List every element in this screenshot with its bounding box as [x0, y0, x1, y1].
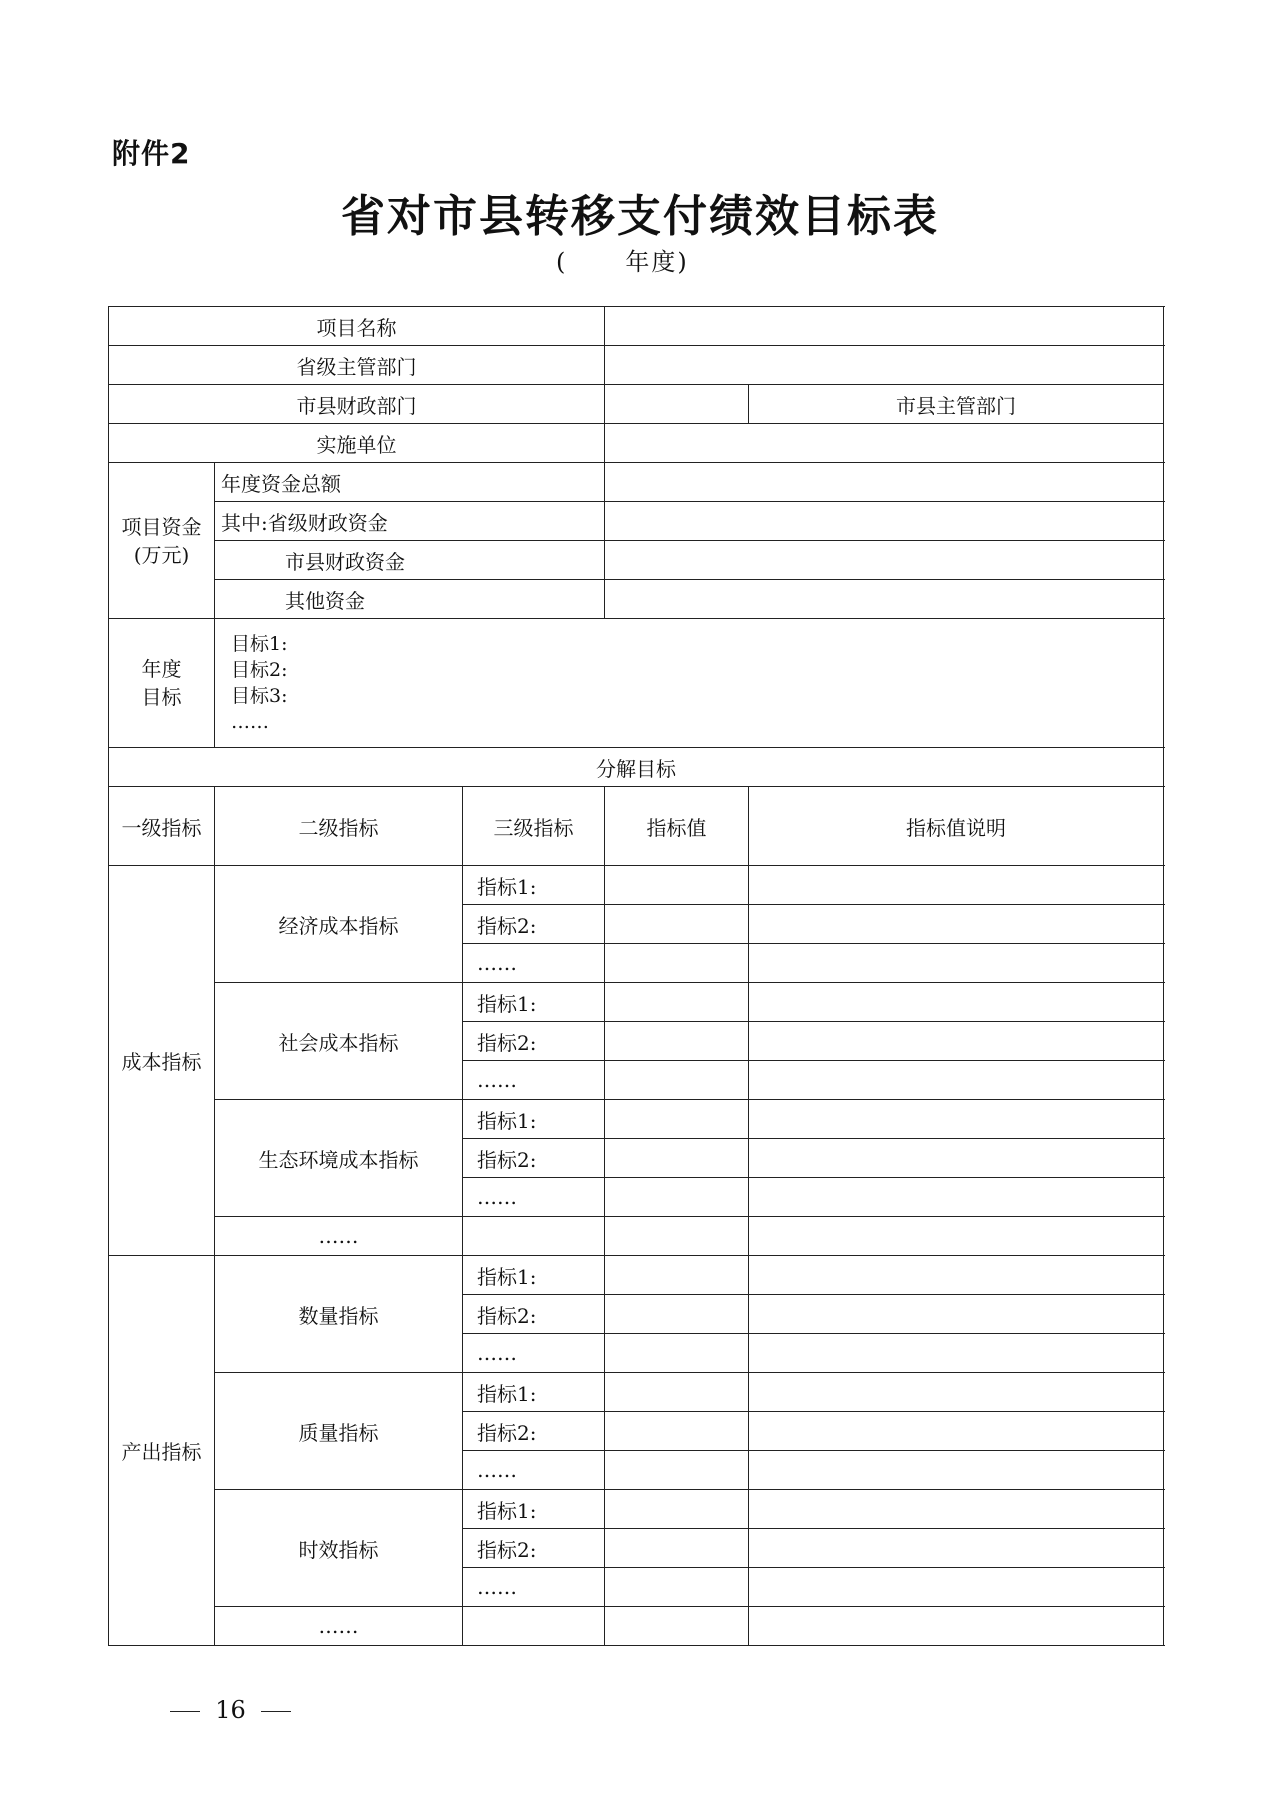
- header-desc: 指标值说明: [749, 787, 1164, 866]
- funds-provincial-label: 其中:省级财政资金: [215, 502, 605, 541]
- county-finance-label: 市县财政部门: [109, 385, 605, 424]
- cost-more-label: ……: [215, 1217, 463, 1256]
- eco-env-ind1-desc[interactable]: [749, 1100, 1164, 1139]
- output-indicator-label: 产出指标: [109, 1256, 215, 1646]
- economic-ind1: 指标1:: [463, 866, 605, 905]
- annual-goals-field[interactable]: [215, 619, 1164, 748]
- cost-more-level3[interactable]: [463, 1217, 605, 1256]
- economic-ind1-desc[interactable]: [749, 866, 1164, 905]
- eco-env-ind1-value[interactable]: [605, 1100, 749, 1139]
- quality-ind1-desc[interactable]: [749, 1373, 1164, 1412]
- social-ind1-desc[interactable]: [749, 983, 1164, 1022]
- subtitle-label: 年度): [625, 248, 689, 276]
- quantity-ind1-value[interactable]: [605, 1256, 749, 1295]
- provincial-dept-label: 省级主管部门: [109, 346, 605, 385]
- timeliness-more-desc[interactable]: [749, 1568, 1164, 1607]
- quantity-more: ……: [463, 1334, 605, 1373]
- timeliness-more-value[interactable]: [605, 1568, 749, 1607]
- social-ind2-desc[interactable]: [749, 1022, 1164, 1061]
- implementer-field[interactable]: [605, 424, 1164, 463]
- quality-ind1: 指标1:: [463, 1373, 605, 1412]
- goal-2: 目标2:: [231, 659, 288, 681]
- quantity-ind2: 指标2:: [463, 1295, 605, 1334]
- implementer-label: 实施单位: [109, 424, 605, 463]
- social-cost-label: 社会成本指标: [215, 983, 463, 1100]
- social-more-desc[interactable]: [749, 1061, 1164, 1100]
- quantity-ind2-value[interactable]: [605, 1295, 749, 1334]
- quantity-ind2-desc[interactable]: [749, 1295, 1164, 1334]
- header-value: 指标值: [605, 787, 749, 866]
- annual-label-line2: 目标: [141, 685, 182, 709]
- social-ind2-value[interactable]: [605, 1022, 749, 1061]
- cost-indicator-label: 成本指标: [109, 866, 215, 1256]
- quality-ind1-value[interactable]: [605, 1373, 749, 1412]
- quantity-more-desc[interactable]: [749, 1334, 1164, 1373]
- quality-label: 质量指标: [215, 1373, 463, 1490]
- economic-ind1-value[interactable]: [605, 866, 749, 905]
- annual-label-line1: 年度: [141, 657, 182, 681]
- quality-ind2-desc[interactable]: [749, 1412, 1164, 1451]
- timeliness-ind1: 指标1:: [463, 1490, 605, 1529]
- output-more-level3[interactable]: [463, 1607, 605, 1646]
- social-ind2: 指标2:: [463, 1022, 605, 1061]
- page-number-text: 16: [215, 1696, 246, 1724]
- social-more: ……: [463, 1061, 605, 1100]
- county-finance-field[interactable]: [605, 385, 749, 424]
- quality-more: ……: [463, 1451, 605, 1490]
- funds-unit: (万元): [133, 542, 190, 567]
- output-more-value[interactable]: [605, 1607, 749, 1646]
- eco-env-ind2: 指标2:: [463, 1139, 605, 1178]
- funds-provincial-field[interactable]: [605, 502, 1164, 541]
- county-dept-label: 市县主管部门: [749, 385, 1164, 424]
- eco-env-ind2-value[interactable]: [605, 1139, 749, 1178]
- eco-env-more: ……: [463, 1178, 605, 1217]
- subtitle-open: (: [556, 248, 568, 276]
- quality-more-value[interactable]: [605, 1451, 749, 1490]
- quality-more-desc[interactable]: [749, 1451, 1164, 1490]
- eco-env-cost-label: 生态环境成本指标: [215, 1100, 463, 1217]
- quantity-ind1-desc[interactable]: [749, 1256, 1164, 1295]
- economic-more-value[interactable]: [605, 944, 749, 983]
- page-dash-right: [261, 1711, 291, 1712]
- social-more-value[interactable]: [605, 1061, 749, 1100]
- page-dash-left: [170, 1711, 200, 1712]
- timeliness-ind1-value[interactable]: [605, 1490, 749, 1529]
- breakdown-title: 分解目标: [109, 748, 1164, 787]
- eco-env-ind2-desc[interactable]: [749, 1139, 1164, 1178]
- timeliness-ind2: 指标2:: [463, 1529, 605, 1568]
- quality-ind2-value[interactable]: [605, 1412, 749, 1451]
- economic-more-desc[interactable]: [749, 944, 1164, 983]
- timeliness-label: 时效指标: [215, 1490, 463, 1607]
- funds-county-field[interactable]: [605, 541, 1164, 580]
- economic-more: ……: [463, 944, 605, 983]
- goal-1: 目标1:: [231, 633, 288, 655]
- project-name-label: 项目名称: [109, 307, 605, 346]
- social-ind1: 指标1:: [463, 983, 605, 1022]
- quality-ind2: 指标2:: [463, 1412, 605, 1451]
- provincial-dept-field[interactable]: [605, 346, 1164, 385]
- funds-total-field[interactable]: [605, 463, 1164, 502]
- economic-ind2-desc[interactable]: [749, 905, 1164, 944]
- annual-goals-label: [109, 619, 215, 748]
- timeliness-ind2-value[interactable]: [605, 1529, 749, 1568]
- attachment-label: 附件2: [112, 137, 191, 170]
- timeliness-more: ……: [463, 1568, 605, 1607]
- timeliness-ind2-desc[interactable]: [749, 1529, 1164, 1568]
- year-subtitle: [556, 242, 689, 277]
- performance-target-table: [108, 306, 1164, 1646]
- economic-cost-label: 经济成本指标: [215, 866, 463, 983]
- funds-label: 项目资金: [121, 514, 202, 539]
- funds-county-label: 市县财政资金: [215, 541, 605, 580]
- quantity-label: 数量指标: [215, 1256, 463, 1373]
- page-title: 省对市县转移支付绩效目标表: [341, 191, 939, 242]
- eco-env-more-desc[interactable]: [749, 1178, 1164, 1217]
- funds-total-label: 年度资金总额: [215, 463, 605, 502]
- eco-env-more-value[interactable]: [605, 1178, 749, 1217]
- quantity-ind1: 指标1:: [463, 1256, 605, 1295]
- project-funds-label: [109, 463, 215, 619]
- output-more-label: ……: [215, 1607, 463, 1646]
- page-number: [170, 1696, 291, 1724]
- goal-more: ……: [231, 711, 269, 733]
- economic-ind2: 指标2:: [463, 905, 605, 944]
- header-level1: 一级指标: [109, 787, 215, 866]
- timeliness-ind1-desc[interactable]: [749, 1490, 1164, 1529]
- output-more-desc[interactable]: [749, 1607, 1164, 1646]
- goal-3: 目标3:: [231, 685, 288, 707]
- eco-env-ind1: 指标1:: [463, 1100, 605, 1139]
- header-level2: 二级指标: [215, 787, 463, 866]
- social-ind1-value[interactable]: [605, 983, 749, 1022]
- quantity-more-value[interactable]: [605, 1334, 749, 1373]
- funds-other-field[interactable]: [605, 580, 1164, 619]
- cost-more-value[interactable]: [605, 1217, 749, 1256]
- header-level3: 三级指标: [463, 787, 605, 866]
- project-name-field[interactable]: [605, 307, 1164, 346]
- cost-more-desc[interactable]: [749, 1217, 1164, 1256]
- funds-other-label: 其他资金: [215, 580, 605, 619]
- economic-ind2-value[interactable]: [605, 905, 749, 944]
